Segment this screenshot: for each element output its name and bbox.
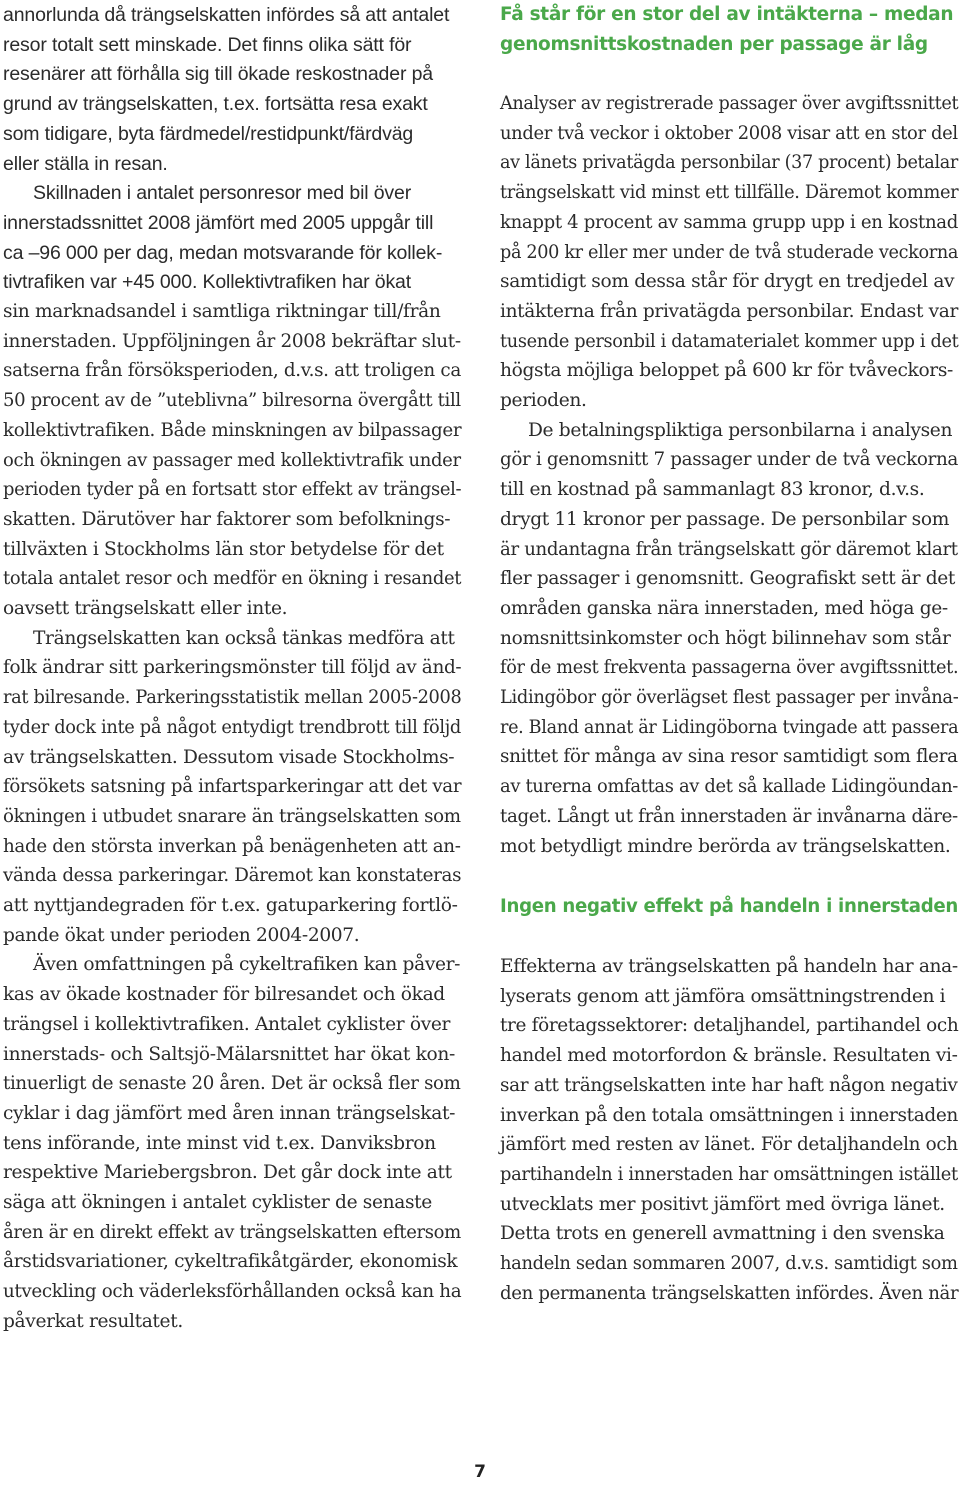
body-text-line: cyklar i dag jämfört med åren innan trängselskat- bbox=[3, 1102, 455, 1124]
body-text-line: resor totalt sett minskade. Det finns olika sätt för bbox=[3, 33, 412, 56]
body-text-line: trängsel i kollektivtrafiken. Antalet cyklister över bbox=[3, 1013, 451, 1035]
body-text-line: partihandeln i innerstaden har omsättningen istället bbox=[500, 1163, 958, 1185]
body-text-line: den permanenta trängselskatten infördes. Även när bbox=[500, 1282, 959, 1304]
body-text-line: högsta möjliga beloppet på 600 kr för tvåveckors- bbox=[500, 360, 953, 382]
body-text-line: av turerna omfattas av det så kallade Lidingöundan- bbox=[500, 776, 959, 798]
body-text-line: perioden. bbox=[500, 390, 587, 411]
body-text-line: på 200 kr eller mer under de två studerade veckorna bbox=[500, 241, 959, 263]
body-text-line: perioden tyder på en fortsatt stor effekt av trängsel- bbox=[3, 479, 462, 501]
body-text-line: sin marknadsandel i samtliga riktningar till/från bbox=[3, 301, 441, 322]
body-text-line: pande ökat under perioden 2004-2007. bbox=[3, 924, 360, 946]
body-text-line: grund av trängselskatten, t.ex. fortsätta resa exakt bbox=[3, 93, 428, 116]
body-text-line: under två veckor i oktober 2008 visar att en stor del bbox=[500, 122, 958, 144]
body-text-line: handel med motorfordon & bränsle. Resultaten vi- bbox=[500, 1045, 958, 1067]
body-text-line: Lidingöbor gör överlägset flest passager per invåna- bbox=[500, 687, 959, 708]
body-text-line: handeln sedan sommaren 2007, d.v.s. samtidigt som bbox=[500, 1253, 958, 1274]
body-text-line: snittet för många av sina resor samtidigt som flera bbox=[500, 746, 958, 768]
body-text-line: utvecklats mer positivt jämfört med övriga länet. bbox=[500, 1193, 945, 1215]
body-text-line: knappt 4 procent av samma grupp upp i en kostnad bbox=[500, 211, 958, 233]
body-text-line: Detta trots en generell avmattning i den svenska bbox=[500, 1223, 945, 1245]
body-text-line: innerstads- och Saltsjö-Mälarsnittet har ökat kon- bbox=[3, 1043, 455, 1065]
body-text-line: Även omfattningen på cykeltrafiken kan påver- bbox=[33, 954, 461, 976]
section-heading: Ingen negativ effekt på handeln i innerstaden bbox=[500, 896, 959, 917]
body-text-line: till en kostnad på sammanlagt 83 kronor, d.v.s. bbox=[500, 479, 925, 501]
body-text-line: oavsett trängselskatt eller inte. bbox=[3, 598, 288, 619]
body-text-line: samtidigt som dessa står för drygt en tredjedel av bbox=[500, 271, 955, 293]
body-text-line: av länets privatägda personbilar (37 procent) betalar bbox=[500, 152, 958, 174]
body-text-line: taget. Långt ut från innerstaden är invånarna däre- bbox=[500, 805, 958, 827]
body-text-line: totala antalet resor och medför en ökning i resandet bbox=[3, 568, 462, 590]
body-text-line: att nyttjandegraden för t.ex. gatuparkering fortlö- bbox=[3, 895, 458, 916]
body-text-line: gör i genomsnitt 7 passager under de två veckorna bbox=[500, 449, 958, 471]
body-text-line: respektive Mariebergsbron. Det går dock inte att bbox=[3, 1162, 452, 1184]
body-text-line: påverkat resultatet. bbox=[3, 1310, 183, 1332]
body-text-line: tivtrafiken var +45 000. Kollektivtrafiken har ökat bbox=[3, 271, 412, 294]
body-text-line: re. Bland annat är Lidingöborna tvingade att passera bbox=[500, 716, 959, 738]
body-text-line: tinuerligt de senaste 20 åren. Det är också fler som bbox=[3, 1073, 461, 1095]
body-text-line: intäkterna från privatägda personbilar. Endast var bbox=[500, 300, 959, 322]
body-text-line: kas av ökade kostnader för bilresandet och ökad bbox=[3, 984, 445, 1006]
body-text-line: eller ställa in resan. bbox=[3, 152, 168, 175]
body-text-line: områden ganska nära innerstaden, med höga ge- bbox=[500, 597, 948, 619]
body-text-line: sar att trängselskatten inte har haft någon negativ bbox=[500, 1074, 958, 1096]
body-text-line: hade den största inverkan på benägenheten att an- bbox=[3, 835, 461, 857]
body-text-line: ökningen i utbudet snarare än trängselskatten som bbox=[3, 805, 461, 827]
section-heading: genomsnittskostnaden per passage är låg bbox=[500, 34, 928, 55]
body-text-line: säga att ökningen i antalet cyklister de senaste bbox=[3, 1192, 432, 1213]
body-text-line: tyder dock inte på något entydigt trendbrott till följd bbox=[3, 716, 461, 738]
body-text-line: satserna från försöksperioden, d.v.s. att troligen ca bbox=[3, 360, 461, 382]
body-text-line: innerstadssnittet 2008 jämfört med 2005 uppgår till bbox=[3, 211, 434, 234]
body-text-line: som tidigare, byta färdmedel/restidpunkt/färdväg bbox=[3, 122, 414, 145]
body-text-line: är undantagna från trängselskatt gör däremot klart bbox=[500, 538, 958, 560]
body-text-line: försökets satsning på infartsparkeringar att det var bbox=[3, 776, 462, 798]
body-text-line: De betalningspliktiga personbilarna i analysen bbox=[528, 419, 953, 441]
body-text-line: lyserats genom att jämföra omsättningstrenden i bbox=[500, 985, 946, 1007]
section-heading: Få står för en stor del av intäkterna – medan bbox=[500, 4, 954, 25]
page-number: 7 bbox=[474, 1462, 486, 1482]
body-text-line: Trängselskatten kan också tänkas medföra att bbox=[33, 627, 455, 649]
body-text-line: Analyser av registrerade passager över avgiftssnittet bbox=[500, 93, 959, 114]
body-text-line: inverkan på den totala omsättningen i innerstaden bbox=[500, 1104, 958, 1126]
body-text-line: mot betydligt mindre berörda av trängselskatten. bbox=[500, 835, 951, 857]
body-text-line: tillväxten i Stockholms län stor betydelse för det bbox=[3, 538, 444, 560]
body-text-line: drygt 11 kronor per passage. De personbilar som bbox=[500, 508, 949, 530]
body-text-line: trängselskatt vid minst ett tillfälle. Däremot kommer bbox=[500, 182, 959, 204]
body-text-line: resenärer att förhålla sig till ökade reskostnader på bbox=[3, 63, 433, 86]
body-text-line: jämfört med resten av länet. För detaljhandeln och bbox=[500, 1134, 958, 1156]
body-text-line: Effekterna av trängselskatten på handeln har ana- bbox=[500, 956, 958, 977]
body-text-line: innerstaden. Uppföljningen år 2008 bekräftar slut- bbox=[3, 330, 461, 352]
body-text-line: tre företagssektorer: detaljhandel, partihandel och bbox=[500, 1015, 959, 1037]
body-text-line: skatten. Därutöver har faktorer som befolknings- bbox=[3, 508, 451, 530]
body-text-line: utveckling och väderleksförhållanden också kan ha bbox=[3, 1281, 462, 1303]
body-text-line: 50 procent av de ”uteblivna” bilresorna övergått till bbox=[3, 390, 461, 412]
body-text-line: och ökningen av passager med kollektivtrafik under bbox=[3, 449, 461, 471]
body-text-line: annorlunda då trängselskatten infördes så att antalet bbox=[3, 4, 450, 26]
body-text-line: vända dessa parkeringar. Däremot kan konstateras bbox=[3, 865, 462, 887]
body-text-line: åren är en direkt effekt av trängselskatten eftersom bbox=[3, 1221, 461, 1243]
body-text-line: rat bilresande. Parkeringsstatistik mellan 2005-2008 bbox=[3, 687, 462, 709]
body-text-line: fler passager i genomsnitt. Geografiskt sett är det bbox=[500, 568, 956, 590]
body-text-line: Skillnaden i antalet personresor med bil över bbox=[33, 182, 412, 205]
body-text-line: tens införande, inte minst vid t.ex. Danviksbron bbox=[3, 1132, 436, 1154]
body-text-line: årstidsvariationer, cykeltrafikåtgärder, ekonomisk bbox=[3, 1251, 458, 1273]
body-text-line: ca –96 000 per dag, medan motsvarande för kollek- bbox=[3, 241, 443, 264]
body-text-line: av trängselskatten. Dessutom visade Stockholms- bbox=[3, 746, 455, 768]
body-text-line: nomsnittsinkomster och högt bilinnehav som står bbox=[500, 627, 951, 649]
body-text-line: för de mest frekventa passagerna över avgiftssnittet. bbox=[500, 657, 959, 679]
body-text-line: kollektivtrafiken. Både minskningen av bilpassager bbox=[3, 419, 462, 441]
body-text-line: folk ändrar sitt parkeringsmönster till följd av änd- bbox=[3, 657, 462, 679]
body-text-line: tusende personbil i datamaterialet kommer upp i det bbox=[500, 330, 959, 352]
